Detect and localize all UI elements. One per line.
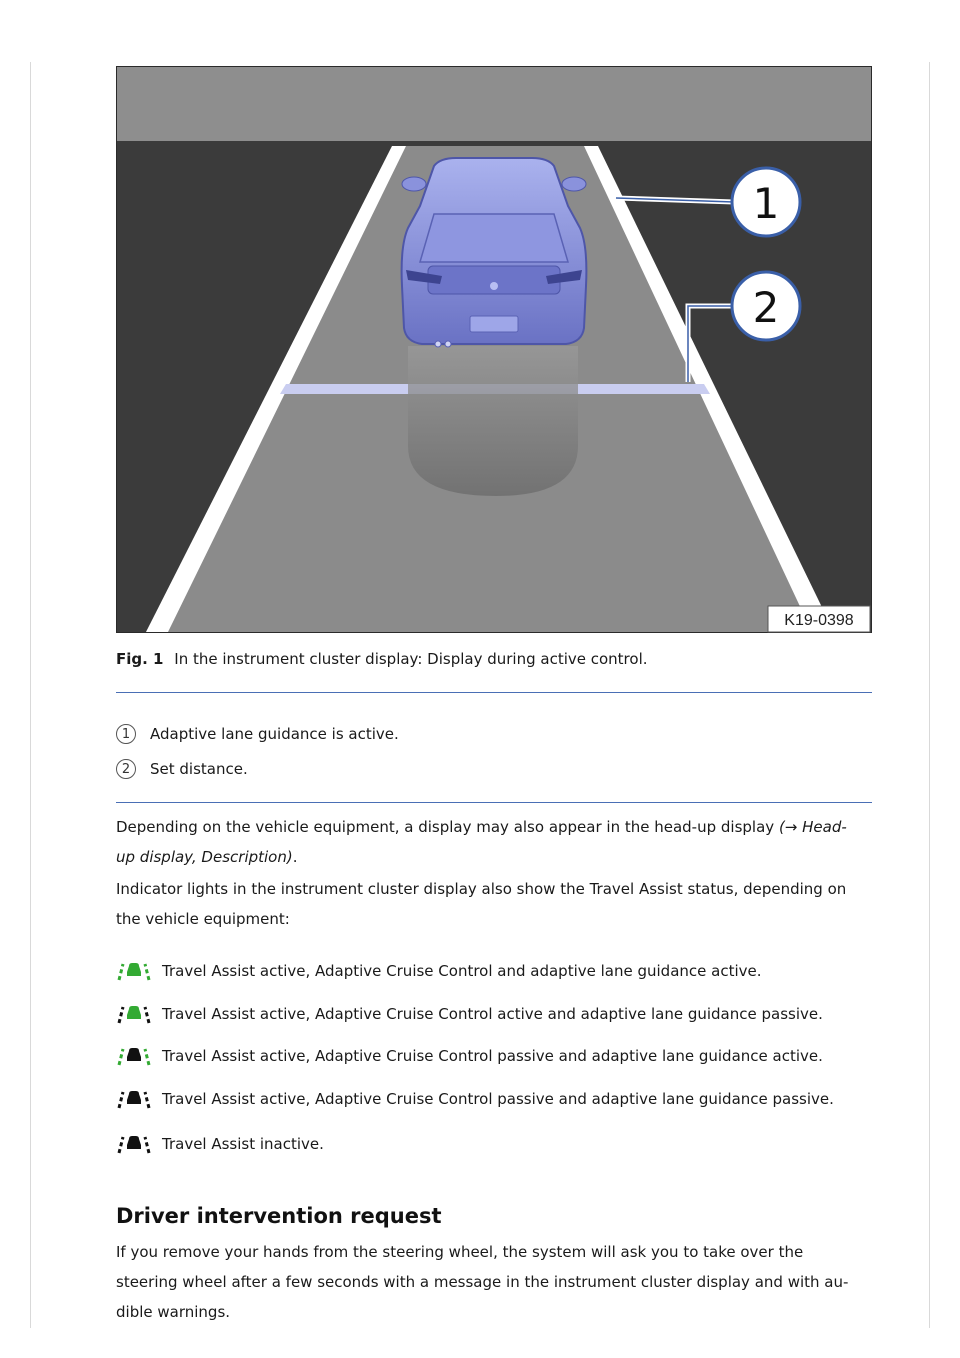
left-margin-line xyxy=(30,62,31,1328)
indicator-text-1: Travel Assist active, Adaptive Cruise Control and adaptive lane guidance active. xyxy=(162,962,762,980)
svg-text:1: 1 xyxy=(752,179,780,228)
indicator-row-2 xyxy=(116,1000,823,1028)
section-line-1: If you remove your hands from the steering wheel, the system will ask you to take over the xyxy=(116,1243,804,1261)
indicator-text-4: Travel Assist active, Adaptive Cruise Control passive and adaptive lane guidance passive. xyxy=(162,1090,834,1108)
cross-reference-part-2: up display, Description) xyxy=(116,848,293,866)
para2-line-1: Indicator lights in the instrument cluster display also show the Travel Assist status, depending on xyxy=(116,880,847,898)
figure-caption-text: In the instrument cluster display: Display during active control. xyxy=(174,650,648,668)
indicator-text-3: Travel Assist active, Adaptive Cruise Control passive and adaptive lane guidance active. xyxy=(162,1047,823,1065)
travel-assist-icon xyxy=(116,1045,152,1067)
legend-number-1: 1 xyxy=(116,724,136,744)
para1-end: . xyxy=(292,848,298,866)
svg-text:2: 2 xyxy=(752,283,780,332)
travel-assist-icon xyxy=(116,1133,152,1155)
divider-bottom xyxy=(116,802,872,803)
figure-caption xyxy=(116,650,648,668)
figure-caption-label: Fig. 1 xyxy=(116,650,164,668)
svg-text:K19-0398: K19-0398 xyxy=(784,612,854,629)
travel-assist-icon xyxy=(116,960,152,982)
car-rear-view xyxy=(402,158,587,347)
divider-top xyxy=(116,692,872,693)
right-margin-line xyxy=(929,62,930,1328)
para2-line-2: the vehicle equipment: xyxy=(116,910,290,928)
indicator-row-5 xyxy=(116,1130,324,1158)
section-line-2: steering wheel after a few seconds with a message in the instrument cluster display and with au- xyxy=(116,1273,849,1291)
image-code-label xyxy=(768,606,870,632)
indicator-row-3 xyxy=(116,1042,823,1070)
indicator-text-5: Travel Assist inactive. xyxy=(162,1135,324,1153)
section-heading: Driver intervention request xyxy=(116,1204,442,1228)
travel-assist-icon xyxy=(116,1003,152,1025)
sky-band xyxy=(117,67,871,141)
figure-illustration xyxy=(116,66,872,633)
indicator-row-4 xyxy=(116,1085,834,1113)
legend-text-1: Adaptive lane guidance is active. xyxy=(150,725,399,743)
legend-item-2 xyxy=(116,757,248,781)
cross-reference-part-1: (→ Head- xyxy=(778,818,847,836)
paragraph-indicator-lights xyxy=(116,874,872,934)
travel-assist-icon xyxy=(116,1088,152,1110)
legend-text-2: Set distance. xyxy=(150,760,248,778)
callout-1 xyxy=(732,168,800,236)
section-line-3: dible warnings. xyxy=(116,1303,231,1321)
indicator-row-1 xyxy=(116,957,762,985)
indicator-text-2: Travel Assist active, Adaptive Cruise Control active and adaptive lane guidance passive. xyxy=(162,1005,823,1023)
para1-text: Depending on the vehicle equipment, a display may also appear in the head-up display xyxy=(116,818,779,836)
legend-item-1 xyxy=(116,722,399,746)
legend-number-2: 2 xyxy=(116,759,136,779)
paragraph-driver-intervention xyxy=(116,1237,872,1327)
car-shadow xyxy=(408,346,578,496)
callout-2 xyxy=(732,272,800,340)
paragraph-head-up-display xyxy=(116,812,872,872)
